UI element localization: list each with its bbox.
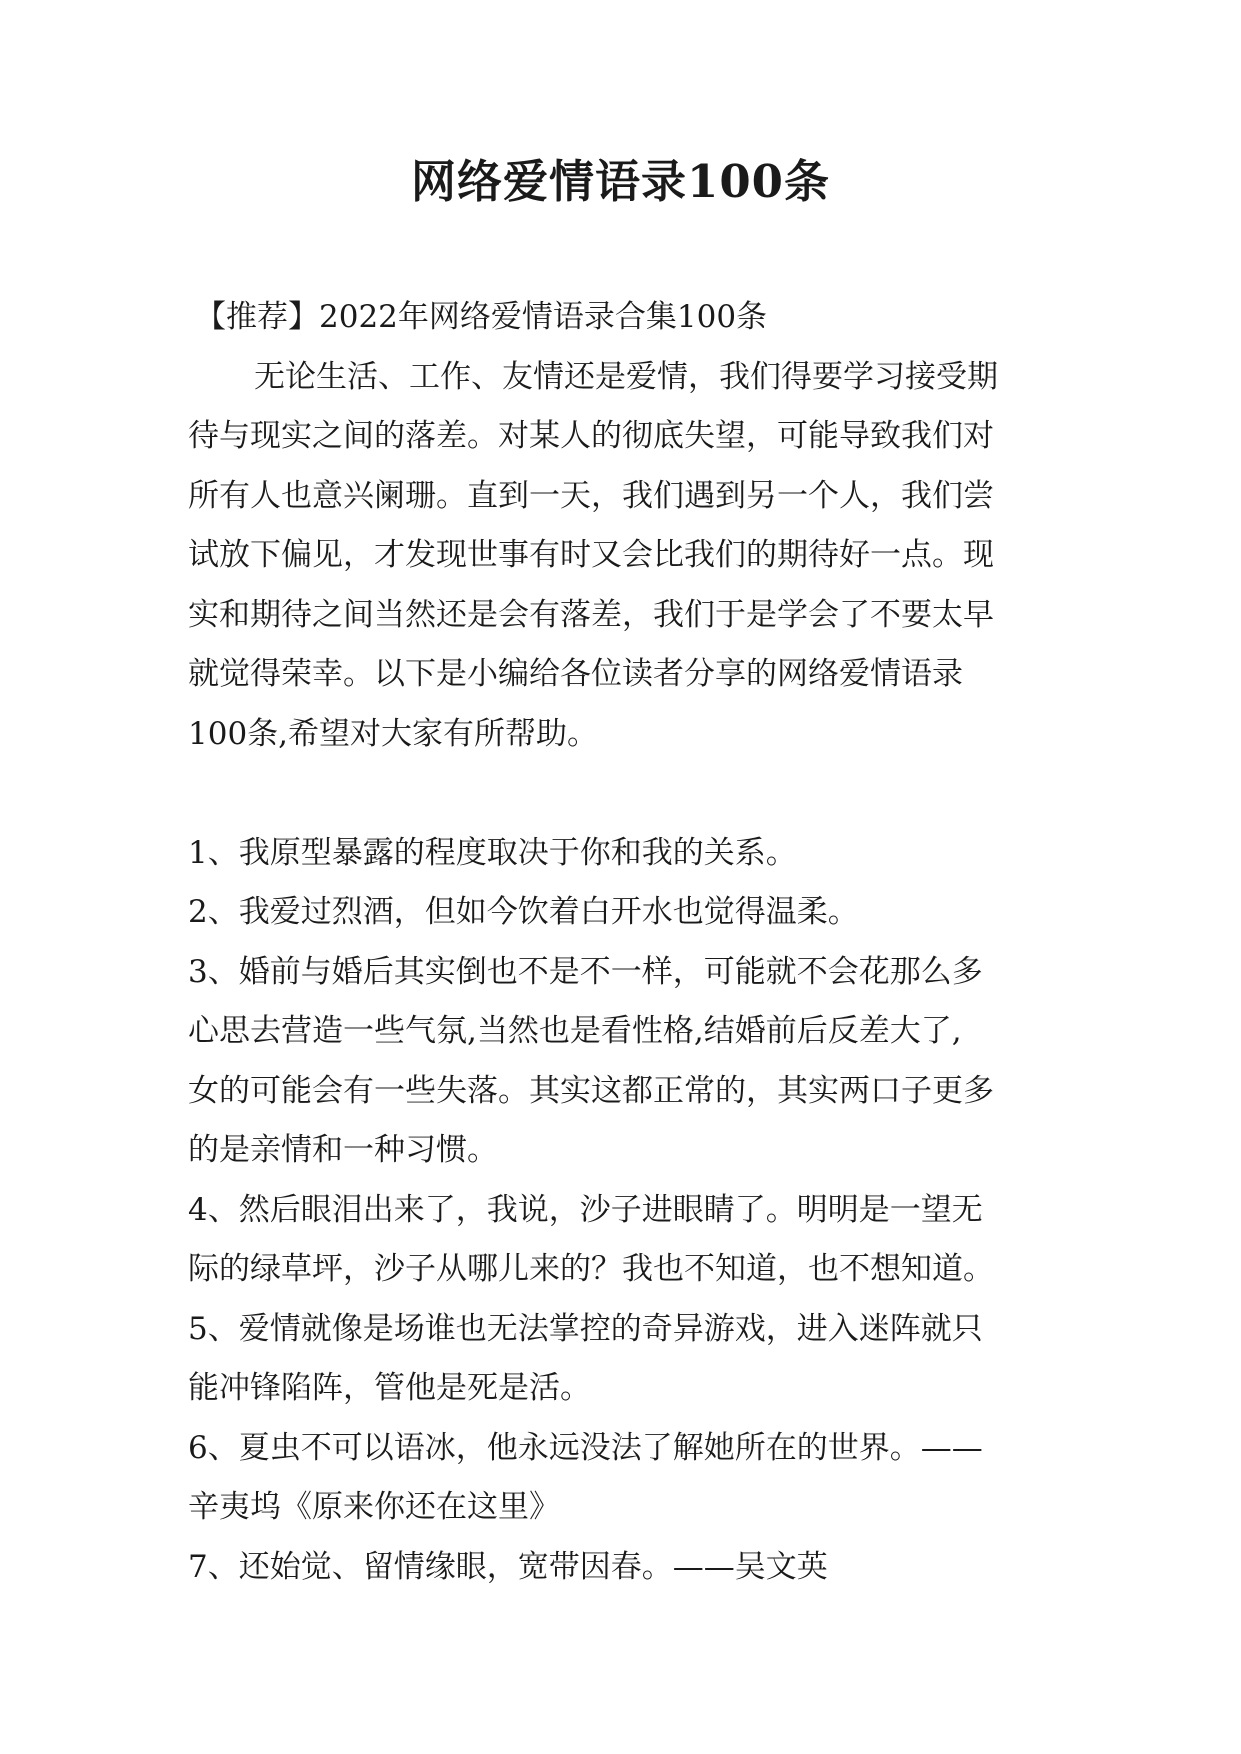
quote-line: 心思去营造一些气氛,当然也是看性格,结婚前后反差大了, <box>188 1013 962 1049</box>
intro-paragraph-line: 待与现实之间的落差。对某人的彻底失望，可能导致我们对 <box>188 418 994 454</box>
quote-line: 际的绿草坪，沙子从哪儿来的？我也不知道，也不想知道。 <box>188 1251 994 1287</box>
quote-line: 女的可能会有一些失落。其实这都正常的，其实两口子更多 <box>188 1072 994 1109</box>
quote-line: 7、还始觉、留情缘眼，宽带因春。——吴文英 <box>188 1548 828 1585</box>
paragraph-spacer <box>188 764 1078 824</box>
intro-paragraph-line: 实和期待之间当然还是会有落差，我们于是学会了不要太早 <box>188 596 994 633</box>
intro-paragraph-line: 无论生活、工作、友情还是爱情，我们得要学习接受期 <box>254 358 998 395</box>
intro-paragraph-line: 所有人也意兴阑珊。直到一天，我们遇到另一个人，我们尝 <box>188 477 994 514</box>
intro-paragraph-line: 100条,希望对大家有所帮助。 <box>188 715 599 752</box>
quote-line: 的是亲情和一种习惯。 <box>188 1132 498 1168</box>
quote-line: 4、然后眼泪出来了，我说，沙子进眼睛了。明明是一望无 <box>188 1191 983 1228</box>
intro-paragraph-line: 就觉得荣幸。以下是小编给各位读者分享的网络爱情语录 <box>188 656 963 692</box>
quote-line: 2、我爱过烈酒，但如今饮着白开水也觉得温柔。 <box>188 894 859 930</box>
quote-line: 辛夷坞《原来你还在这里》 <box>188 1489 560 1525</box>
document-subtitle: 【推荐】2022年网络爱情语录合集100条 <box>195 299 768 335</box>
quote-line: 能冲锋陷阵，管他是死是活。 <box>188 1370 591 1406</box>
document-body <box>188 288 1078 1597</box>
quote-line: 5、爱情就像是场谁也无法掌控的奇异游戏，进入迷阵就只 <box>188 1310 983 1347</box>
quote-line: 6、夏虫不可以语冰，他永远没法了解她所在的世界。—— <box>188 1429 983 1466</box>
intro-paragraph-line: 试放下偏见，才发现世事有时又会比我们的期待好一点。现 <box>188 537 994 573</box>
document-title: 网络爱情语录100条 <box>411 155 830 208</box>
quote-line: 1、我原型暴露的程度取决于你和我的关系。 <box>188 834 797 871</box>
quote-line: 3、婚前与婚后其实倒也不是不一样，可能就不会花那么多 <box>188 953 983 990</box>
